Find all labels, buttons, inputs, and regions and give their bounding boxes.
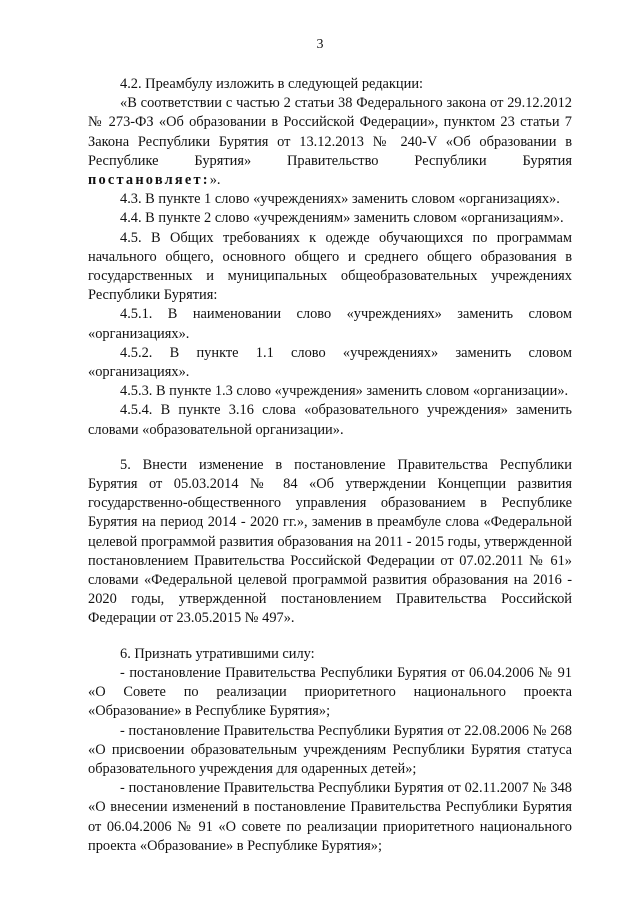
paragraph-6-intro: 6. Признать утратившими силу: [120, 645, 315, 662]
document-body [88, 75, 572, 856]
quote-end: ». [209, 172, 221, 189]
paragraph-4-5-4: 4.5.4. В пункте 3.16 слова «образовательного учреждения» заменить словами «образовательной организации». [88, 402, 572, 438]
paragraph-4-5-2: 4.5.2. В пункте 1.1 слово «учреждениях» заменить словом «организациях». [88, 344, 572, 381]
paragraph-5: 5. Внести изменение в постановление Правительства Республики Бурятия от 05.03.2014 № 84 «Об утверждении Концепции развития государственно-общественного управления образованием в Республике Бурятия на период 2014 - 2020 гг.», заменив в преамбуле слова «Федеральной целевой программой развития образования на 2011 - 2015 годы, утвержденной постановлением Правительства Российской Федерации от 07.02.2011 № 61» словами «Федеральной целевой программой развития образования на 2016 - 2020 годы, утвержденной постановлением Правительства Российской Федерации от 23.05.2015 № 497». [88, 456, 572, 627]
page-number: 3 [316, 37, 324, 52]
list-item: - постановление Правительства Республики Бурятия от 22.08.2006 № 268 «О присвоении образовательным учреждениям Республики Бурятия статуса образовательного учреждения для одаренных детей»; [88, 722, 572, 777]
list-item: - постановление Правительства Республики Бурятия от 06.04.2006 № 91 «О Совете по реализации приоритетного национального проекта «Образование» в Республике Бурятия»; [88, 664, 572, 720]
paragraph-4-2-quote [88, 94, 572, 190]
section-gap [88, 440, 572, 456]
paragraph-4-5: 4.5. В Общих требованиях к одежде обучающихся по программам начального общего, основного общего и среднего общего образования в государственных и муниципальных общеобразовательных учреждениях Республики Бурятия: [88, 229, 572, 304]
section-gap [88, 629, 572, 645]
list-item: - постановление Правительства Республики Бурятия от 02.11.2007 № 348 «О внесении изменений в постановление Правительства Республики Бурятия от 06.04.2006 № 91 «О совете по реализации приоритетного национального проекта «Образование» в Республике Бурятия»; [88, 780, 572, 854]
paragraph-4-4: 4.4. В пункте 2 слово «учреждениям» заменить словом «организациям». [120, 210, 564, 227]
resolves-word: постановляет: [88, 172, 210, 189]
paragraph-4-3: 4.3. В пункте 1 слово «учреждениях» заменить словом «организациях». [120, 191, 560, 208]
quote-text: «В соответствии с частью 2 статьи 38 Федерального закона от 29.12.2012 № 273-ФЗ «Об образовании в Российской Федерации», пунктом 23 статьи 7 Закона Республики Бурятия от 13.12.2013 № 240-V «Об образовании в Республике Бурятия» Правительство Республики Бурятия [88, 95, 572, 169]
paragraph-4-5-3: 4.5.3. В пункте 1.3 слово «учреждения» заменить словом «организации». [120, 383, 569, 400]
paragraph-4-2-intro: 4.2. Преамбулу изложить в следующей редакции: [120, 76, 424, 92]
paragraph-4-5-1: 4.5.1. В наименовании слово «учреждениях» заменить словом «организациях». [88, 306, 572, 342]
